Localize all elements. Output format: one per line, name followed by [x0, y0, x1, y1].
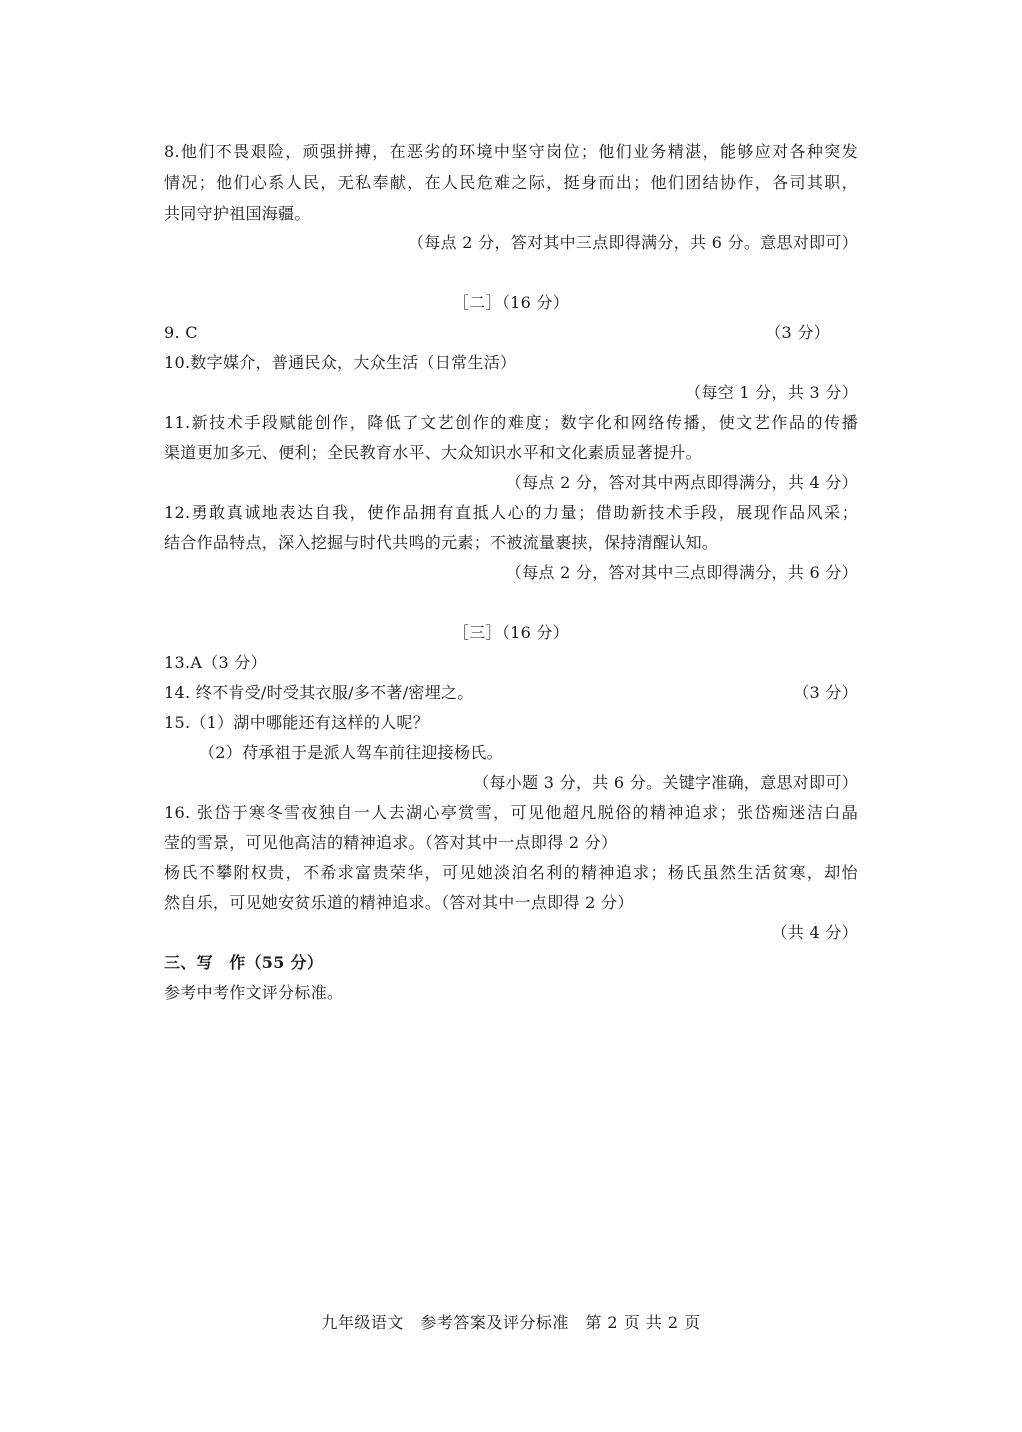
q16-line-3: 杨氏不攀附权贵，不希求富贵荣华，可见她淡泊名利的精神追求；杨氏虽然生活贫寒，却怡 — [164, 863, 858, 882]
q14-score: （3 分） — [793, 683, 858, 702]
q15-line-2: （2）苻承祖于是派人驾车前往迎接杨氏。 — [199, 743, 503, 762]
q14-answer: 14. 终不肯受/时受其衣服/多不著/密埋之。 — [164, 683, 474, 702]
section-3-heading: ［三］（16 分） — [452, 623, 570, 642]
q13-answer: 13.A（3 分） — [164, 653, 267, 672]
q16-line-4: 然自乐，可见她安贫乐道的精神追求。（答对其中一点即得 2 分） — [164, 893, 634, 912]
q9-score: （3 分） — [765, 323, 830, 342]
q8-line-1: 8.他们不畏艰险，顽强拼搏，在恶劣的环境中坚守岗位；他们业务精湛，能够应对各种突发 — [164, 142, 858, 161]
q12-score: （每点 2 分，答对其中三点即得满分，共 6 分） — [505, 563, 858, 582]
q15-line-1: 15.（1）湖中哪能还有这样的人呢？ — [164, 713, 430, 732]
q16-score: （共 4 分） — [771, 923, 858, 942]
q8-score: （每点 2 分，答对其中三点即得满分，共 6 分。意思对即可） — [407, 233, 858, 252]
q15-score: （每小题 3 分，共 6 分。关键字准确，意思对即可） — [473, 773, 858, 792]
q11-line-1: 11.新技术手段赋能创作，降低了文艺创作的难度；数字化和网络传播，使文艺作品的传播 — [164, 413, 858, 432]
q9-answer: 9. C — [164, 323, 198, 342]
q12-line-2: 结合作品特点，深入挖掘与时代共鸣的元素；不被流量裹挟，保持清醒认知。 — [164, 533, 719, 552]
q10-score: （每空 1 分，共 3 分） — [685, 383, 858, 402]
q9-row — [164, 318, 858, 348]
q11-line-2: 渠道更加多元、便利；全民教育水平、大众知识水平和文化素质显著提升。 — [164, 443, 702, 462]
q12-line-1: 12.勇敢真诚地表达自我，使作品拥有直抵人心的力量；借助新技术手段，展现作品风采； — [164, 503, 858, 522]
q11-score: （每点 2 分，答对其中两点即得满分，共 4 分） — [505, 473, 858, 492]
q8-line-3: 共同守护祖国海疆。 — [164, 204, 311, 223]
page-footer: 九年级语文 参考答案及评分标准 第 2 页 共 2 页 — [321, 1313, 701, 1332]
writing-heading: 三、写 作（55 分） — [164, 953, 324, 972]
section-2-heading: ［二］（16 分） — [452, 293, 570, 312]
q16-line-2: 莹的雪景，可见他高洁的精神追求。（答对其中一点即得 2 分） — [164, 833, 618, 852]
q10-answer: 10.数字媒介，普通民众，大众生活（日常生活） — [164, 353, 517, 372]
q8-line-2: 情况；他们心系人民，无私奉献，在人民危难之际，挺身而出；他们团结协作，各司其职， — [164, 173, 858, 192]
q16-line-1: 16. 张岱于寒冬雪夜独自一人去湖心亭赏雪，可见他超凡脱俗的精神追求；张岱痴迷洁白晶 — [164, 803, 858, 822]
q14-row — [164, 678, 858, 708]
writing-text: 参考中考作文评分标准。 — [164, 983, 344, 1002]
